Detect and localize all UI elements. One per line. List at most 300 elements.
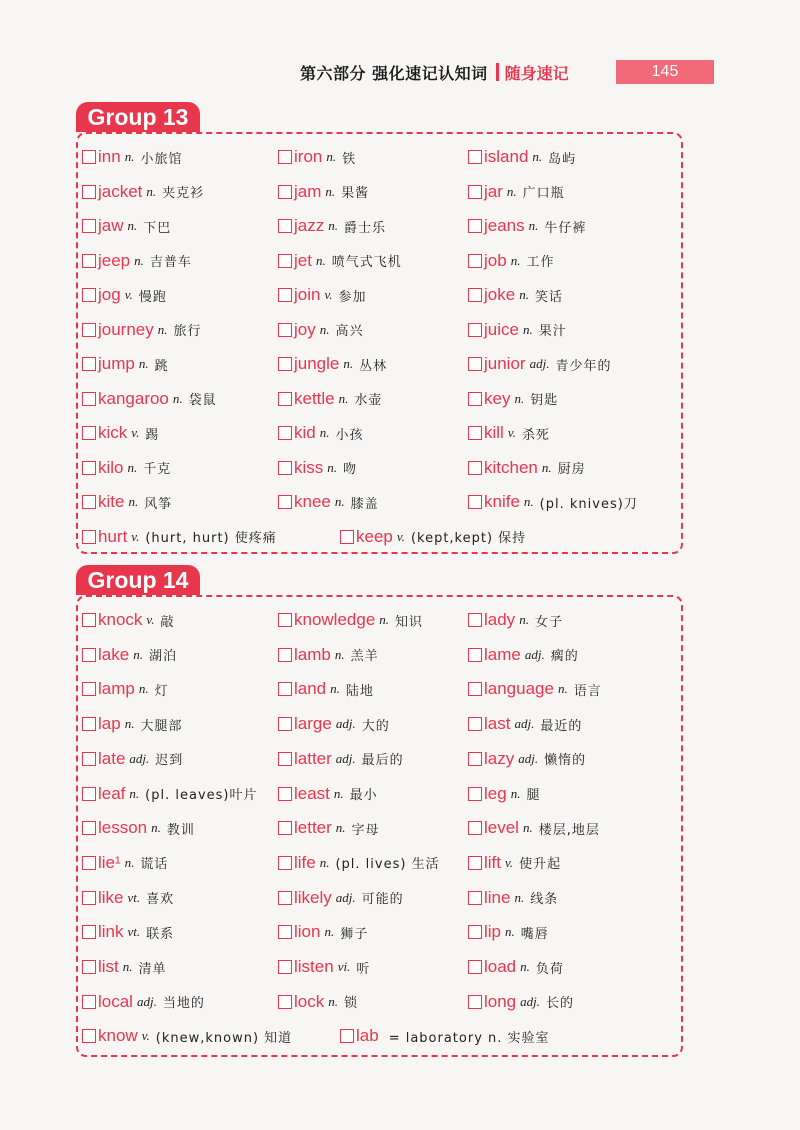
vocab-word: list xyxy=(98,957,119,976)
meaning: 跳 xyxy=(154,358,169,374)
meaning: (kept,kept) 保持 xyxy=(410,531,527,546)
checkbox[interactable] xyxy=(278,995,292,1009)
word-row xyxy=(82,777,682,811)
vocab-word: lesson xyxy=(98,818,148,838)
vocab-entry xyxy=(278,416,364,450)
checkbox[interactable] xyxy=(278,821,292,835)
checkbox[interactable] xyxy=(468,219,482,233)
part-of-speech: n. xyxy=(528,218,539,233)
vocab-entry xyxy=(278,451,357,485)
checkbox[interactable] xyxy=(82,648,96,662)
part-of-speech: n. xyxy=(519,612,529,627)
header-separator xyxy=(496,63,499,81)
checkbox[interactable] xyxy=(82,357,96,371)
part-of-speech: n. xyxy=(334,494,345,509)
checkbox[interactable] xyxy=(278,219,292,233)
part-of-speech: n. xyxy=(138,356,149,371)
checkbox[interactable] xyxy=(82,323,96,337)
part-of-speech: n. xyxy=(129,785,140,801)
part-of-speech: v. xyxy=(131,425,140,440)
meaning: 笑话 xyxy=(534,289,563,305)
part-of-speech: n. xyxy=(541,459,552,475)
meaning: 灯 xyxy=(154,683,169,699)
vocab-entry xyxy=(82,777,258,811)
checkbox[interactable] xyxy=(278,495,292,509)
checkbox[interactable] xyxy=(468,648,482,662)
vocab-word: jet xyxy=(294,250,312,270)
vocab-word: lady xyxy=(484,610,516,629)
vocab-entry xyxy=(82,881,174,915)
meaning: 小旅馆 xyxy=(140,151,183,167)
vocab-entry xyxy=(468,985,574,1019)
checkbox[interactable] xyxy=(82,530,96,544)
part-of-speech: n. xyxy=(138,681,149,697)
meaning: 杀死 xyxy=(521,427,550,443)
word-row xyxy=(82,1019,682,1053)
part-of-speech: n. xyxy=(328,993,338,1009)
checkbox[interactable] xyxy=(468,925,482,939)
vocab-word: like xyxy=(98,887,124,907)
meaning: 袋鼠 xyxy=(188,393,217,408)
meaning: 大腿部 xyxy=(140,718,183,734)
vocab-word: joke xyxy=(484,285,516,304)
part-of-speech: n. xyxy=(510,785,521,801)
vocab-word: least xyxy=(294,783,330,803)
checkbox[interactable] xyxy=(278,461,292,475)
checkbox[interactable] xyxy=(468,613,482,627)
vocab-word: land xyxy=(294,679,327,699)
vocab-word: iron xyxy=(294,147,323,166)
vocab-word: kill xyxy=(484,423,504,442)
vocab-word: letter xyxy=(294,818,332,838)
meaning: = laboratory n. 实验室 xyxy=(388,1030,550,1046)
checkbox[interactable] xyxy=(468,461,482,475)
vocab-word: level xyxy=(484,818,519,838)
meaning: 知识 xyxy=(395,614,424,630)
meaning: 最近的 xyxy=(540,718,583,734)
vocab-word: lamp xyxy=(98,679,135,699)
vocab-word: kitchen xyxy=(484,457,538,477)
checkbox[interactable] xyxy=(278,288,292,302)
word-row xyxy=(82,278,682,312)
part-of-speech: v. xyxy=(505,854,514,870)
meaning: 岛屿 xyxy=(548,151,577,167)
checkbox[interactable] xyxy=(278,648,292,662)
checkbox[interactable] xyxy=(278,613,292,627)
checkbox[interactable] xyxy=(468,254,482,268)
part-of-speech: adj. xyxy=(529,356,550,371)
checkbox[interactable] xyxy=(82,682,96,696)
checkbox[interactable] xyxy=(468,891,482,905)
vocab-entry xyxy=(278,603,423,637)
vocab-entry xyxy=(278,672,374,706)
word-row xyxy=(82,520,682,554)
meaning: 风筝 xyxy=(144,496,173,512)
vocab-word: joy xyxy=(294,319,316,339)
part-of-speech: n. xyxy=(523,494,534,509)
meaning: 谎话 xyxy=(140,857,169,873)
vocab-word: latter xyxy=(294,748,332,768)
vocab-entry xyxy=(278,707,390,741)
meaning: 线条 xyxy=(530,892,559,908)
checkbox[interactable] xyxy=(82,821,96,835)
checkbox[interactable] xyxy=(468,392,482,406)
vocab-entry xyxy=(82,638,177,672)
checkbox[interactable] xyxy=(82,219,96,233)
checkbox[interactable] xyxy=(468,150,482,164)
checkbox[interactable] xyxy=(468,495,482,509)
vocab-word: lab xyxy=(356,1026,379,1046)
vocab-word: link xyxy=(98,922,124,942)
checkbox[interactable] xyxy=(82,150,96,164)
part-of-speech: n. xyxy=(134,252,144,268)
meaning: (pl. knives)刀 xyxy=(539,496,638,512)
vocab-word: journey xyxy=(98,319,154,339)
vocab-entry xyxy=(278,175,369,209)
meaning: 千克 xyxy=(143,462,172,477)
word-row xyxy=(82,603,682,637)
vocab-word: late xyxy=(98,748,126,768)
checkbox[interactable] xyxy=(278,856,292,870)
vocab-word: lion xyxy=(294,922,321,942)
part-of-speech: n. xyxy=(326,149,337,164)
checkbox[interactable] xyxy=(82,392,96,406)
checkbox[interactable] xyxy=(82,856,96,870)
checkbox[interactable] xyxy=(278,357,292,371)
meaning: 长的 xyxy=(546,996,575,1012)
checkbox[interactable] xyxy=(468,185,482,199)
part-of-speech: n. xyxy=(343,356,354,371)
vocab-word: kite xyxy=(98,492,125,511)
part-of-speech: v. xyxy=(396,528,405,544)
vocab-word: hurt xyxy=(98,526,128,546)
vocab-entry xyxy=(82,175,204,209)
word-row xyxy=(82,485,682,519)
checkbox[interactable] xyxy=(82,1029,96,1043)
vocab-word: jog xyxy=(98,285,121,304)
checkbox[interactable] xyxy=(82,613,96,627)
part-of-speech: n. xyxy=(324,924,335,940)
meaning: 丛林 xyxy=(359,358,388,374)
part-of-speech: n. xyxy=(379,612,390,627)
checkbox[interactable] xyxy=(82,752,96,766)
part-of-speech: vt. xyxy=(127,889,141,905)
meaning: 狮子 xyxy=(340,926,369,942)
part-of-speech: n. xyxy=(146,183,157,199)
checkbox[interactable] xyxy=(82,288,96,302)
meaning: 爵士乐 xyxy=(343,220,386,236)
part-of-speech: n. xyxy=(505,924,515,940)
part-of-speech: v. xyxy=(131,528,140,544)
vocab-entry xyxy=(278,485,379,519)
checkbox[interactable] xyxy=(278,185,292,199)
word-row xyxy=(82,672,682,706)
part-of-speech: n. xyxy=(333,785,344,801)
part-of-speech: n. xyxy=(506,183,517,199)
vocab-entry xyxy=(468,209,586,243)
group-14-tab: Group 14 xyxy=(76,565,200,595)
vocab-entry xyxy=(468,140,576,174)
vocab-word: local xyxy=(98,991,133,1011)
checkbox[interactable] xyxy=(82,426,96,440)
part-of-speech: n. xyxy=(151,820,161,836)
vocab-entry xyxy=(468,485,638,519)
meaning: 钥匙 xyxy=(530,393,559,408)
vocab-word: last xyxy=(484,714,511,734)
vocab-word: knock xyxy=(98,610,143,629)
meaning: 小孩 xyxy=(335,427,364,443)
part-of-speech: adj. xyxy=(335,889,356,905)
part-of-speech: v. xyxy=(124,287,133,302)
vocab-entry xyxy=(278,950,370,984)
checkbox[interactable] xyxy=(82,495,96,509)
vocab-word: lamb xyxy=(294,644,331,664)
word-row xyxy=(82,209,682,243)
part-of-speech: n. xyxy=(330,681,340,697)
checkbox[interactable] xyxy=(82,995,96,1009)
word-row xyxy=(82,140,682,174)
vocab-word: keep xyxy=(356,526,393,546)
vocab-entry xyxy=(278,742,404,776)
part-of-speech: v. xyxy=(141,1028,150,1044)
vocab-word: life xyxy=(294,852,316,872)
checkbox[interactable] xyxy=(468,288,482,302)
vocab-word: load xyxy=(484,957,517,976)
meaning: 瘸的 xyxy=(550,649,579,665)
meaning: 锁 xyxy=(343,996,358,1012)
checkbox[interactable] xyxy=(468,323,482,337)
vocab-word: knee xyxy=(294,492,331,511)
vocab-word: island xyxy=(484,147,529,166)
vocab-entry xyxy=(82,382,217,416)
vocab-word: lame xyxy=(484,644,521,664)
vocab-word: jeep xyxy=(98,250,131,270)
part-of-speech: adj. xyxy=(514,716,535,732)
part-of-speech: v. xyxy=(507,425,516,440)
vocab-word: kid xyxy=(294,423,316,442)
vocab-word: lie¹ xyxy=(98,852,121,872)
checkbox[interactable] xyxy=(82,717,96,731)
meaning: 懒惰的 xyxy=(544,753,587,769)
checkbox[interactable] xyxy=(278,891,292,905)
meaning: 陆地 xyxy=(345,683,374,699)
part-of-speech: n. xyxy=(127,218,138,233)
group-13-tab: Group 13 xyxy=(76,102,200,132)
checkbox[interactable] xyxy=(468,682,482,696)
checkbox[interactable] xyxy=(468,787,482,801)
header-title: 第六部分 强化速记认知词 xyxy=(300,63,488,83)
meaning: 语言 xyxy=(573,683,602,699)
part-of-speech: n. xyxy=(319,321,330,337)
meaning: 果汁 xyxy=(538,324,567,339)
vocab-entry xyxy=(340,1019,550,1053)
checkbox[interactable] xyxy=(278,682,292,696)
checkbox[interactable] xyxy=(278,925,292,939)
meaning: 使升起 xyxy=(519,857,562,873)
checkbox[interactable] xyxy=(278,426,292,440)
part-of-speech: n. xyxy=(315,252,326,268)
vocab-word: lazy xyxy=(484,748,515,768)
checkbox[interactable] xyxy=(340,530,354,544)
part-of-speech: n. xyxy=(338,390,349,406)
part-of-speech: n. xyxy=(514,390,525,406)
part-of-speech: n. xyxy=(327,459,338,475)
meaning: 下巴 xyxy=(143,220,172,236)
vocab-entry xyxy=(468,451,586,485)
word-row xyxy=(82,881,682,915)
checkbox[interactable] xyxy=(82,960,96,974)
checkbox[interactable] xyxy=(278,787,292,801)
word-row xyxy=(82,416,682,450)
word-row xyxy=(82,638,682,672)
part-of-speech: v. xyxy=(146,612,155,627)
vocab-word: kiss xyxy=(294,457,324,477)
meaning: 可能的 xyxy=(361,892,404,908)
vocab-word: lake xyxy=(98,644,130,664)
checkbox[interactable] xyxy=(468,752,482,766)
meaning: 湖泊 xyxy=(148,649,177,665)
meaning: 女子 xyxy=(534,614,563,630)
meaning: 高兴 xyxy=(335,324,364,339)
part-of-speech: n. xyxy=(334,646,345,662)
meaning: 听 xyxy=(356,961,371,977)
part-of-speech: n. xyxy=(127,459,138,475)
vocab-entry xyxy=(278,881,404,915)
checkbox[interactable] xyxy=(468,960,482,974)
vocab-entry xyxy=(82,915,174,949)
vocab-entry xyxy=(278,209,386,243)
checkbox[interactable] xyxy=(278,323,292,337)
part-of-speech: n. xyxy=(124,854,135,870)
checkbox[interactable] xyxy=(468,717,482,731)
vocab-entry xyxy=(278,777,378,811)
vocab-entry xyxy=(278,985,358,1019)
vocab-entry xyxy=(468,278,563,312)
vocab-entry xyxy=(82,209,171,243)
vocab-entry xyxy=(82,742,183,776)
meaning: 水壶 xyxy=(354,393,383,408)
vocab-entry xyxy=(82,485,172,519)
vocab-word: likely xyxy=(294,887,332,907)
checkbox[interactable] xyxy=(468,357,482,371)
vocab-word: lift xyxy=(484,852,501,872)
page-header xyxy=(300,58,569,86)
meaning: 敲 xyxy=(160,614,175,630)
vocab-entry xyxy=(468,881,558,915)
meaning: 迟到 xyxy=(155,753,184,769)
vocab-entry xyxy=(468,707,582,741)
vocab-word: listen xyxy=(294,957,334,976)
meaning: (pl. lives) 生活 xyxy=(335,857,440,873)
checkbox[interactable] xyxy=(82,254,96,268)
checkbox[interactable] xyxy=(468,821,482,835)
vocab-entry xyxy=(82,451,171,485)
checkbox[interactable] xyxy=(278,392,292,406)
vocab-word: junior xyxy=(484,354,526,373)
vocab-entry xyxy=(468,811,600,845)
part-of-speech: n. xyxy=(325,183,336,199)
part-of-speech: n. xyxy=(319,854,330,870)
meaning: 字母 xyxy=(351,822,380,838)
checkbox[interactable] xyxy=(82,461,96,475)
meaning: 夹克衫 xyxy=(162,186,205,201)
vocab-word: lock xyxy=(294,991,325,1011)
vocab-entry xyxy=(82,1019,292,1053)
meaning: 羔羊 xyxy=(350,649,379,665)
vocab-word: language xyxy=(484,679,554,699)
checkbox[interactable] xyxy=(278,752,292,766)
meaning: 腿 xyxy=(526,788,541,803)
vocab-entry xyxy=(278,382,382,416)
vocab-entry xyxy=(82,603,175,637)
checkbox[interactable] xyxy=(82,787,96,801)
part-of-speech: n. xyxy=(510,252,521,268)
vocab-word: jaw xyxy=(98,216,124,235)
part-of-speech: n. xyxy=(522,321,533,337)
vocab-entry xyxy=(278,638,379,672)
vocab-entry xyxy=(468,175,565,209)
part-of-speech: n. xyxy=(519,287,529,302)
vocab-word: knowledge xyxy=(294,610,376,629)
vocab-word: kangaroo xyxy=(98,388,169,408)
meaning: 旅行 xyxy=(173,324,202,339)
checkbox[interactable] xyxy=(82,185,96,199)
vocab-entry xyxy=(82,950,167,984)
word-row xyxy=(82,915,682,949)
part-of-speech: adj. xyxy=(524,646,545,662)
meaning: 楼层,地层 xyxy=(538,822,600,838)
word-row xyxy=(82,451,682,485)
meaning: 牛仔裤 xyxy=(544,220,587,236)
part-of-speech: adj. xyxy=(518,750,539,766)
meaning: 吻 xyxy=(343,462,358,477)
checkbox[interactable] xyxy=(82,925,96,939)
checkbox[interactable] xyxy=(468,856,482,870)
vocab-word: lap xyxy=(98,714,121,734)
vocab-entry xyxy=(82,811,195,845)
part-of-speech: n. xyxy=(557,681,568,697)
part-of-speech: n. xyxy=(532,149,543,164)
checkbox[interactable] xyxy=(468,995,482,1009)
part-of-speech: n. xyxy=(124,149,135,164)
part-of-speech: n. xyxy=(520,959,530,974)
vocab-word: job xyxy=(484,250,507,270)
checkbox[interactable] xyxy=(82,891,96,905)
checkbox[interactable] xyxy=(340,1029,354,1043)
word-row xyxy=(82,950,682,984)
vocab-word: jazz xyxy=(294,216,325,235)
checkbox[interactable] xyxy=(468,426,482,440)
meaning: 果酱 xyxy=(341,186,370,201)
page-number: 145 xyxy=(616,60,714,84)
vocab-word: jam xyxy=(294,181,322,201)
vocab-word: leaf xyxy=(98,783,126,803)
vocab-word: jacket xyxy=(98,181,143,201)
meaning: 大的 xyxy=(361,718,390,734)
checkbox[interactable] xyxy=(278,717,292,731)
vocab-entry xyxy=(82,416,159,450)
vocab-entry xyxy=(468,244,554,278)
vocab-entry xyxy=(82,313,202,347)
checkbox[interactable] xyxy=(278,960,292,974)
vocab-word: knife xyxy=(484,492,520,511)
vocab-entry xyxy=(82,278,167,312)
meaning: 慢跑 xyxy=(138,289,167,305)
vocab-entry xyxy=(82,244,192,278)
checkbox[interactable] xyxy=(278,254,292,268)
vocab-word: kettle xyxy=(294,388,335,408)
checkbox[interactable] xyxy=(278,150,292,164)
